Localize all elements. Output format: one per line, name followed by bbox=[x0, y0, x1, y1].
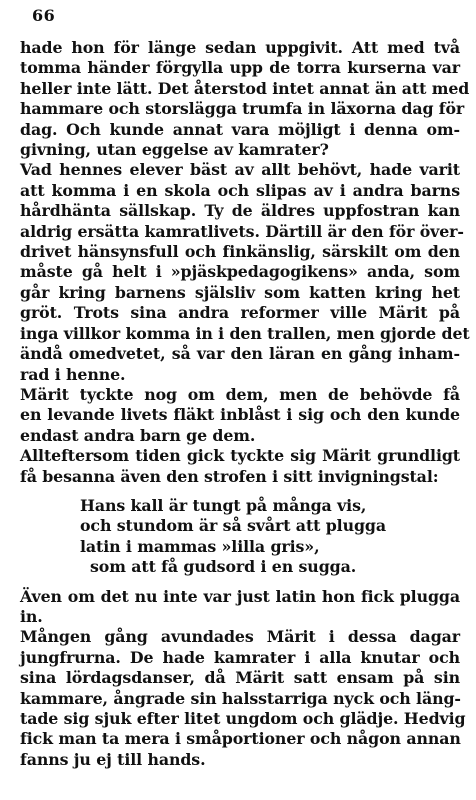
text-line: dag. Och kunde annat vara möjligt i denna om- bbox=[20, 119, 460, 139]
text-line: att komma i en skola och slipas av i andra barns bbox=[20, 180, 460, 200]
text-line: går kring barnens själsliv som katten kring het bbox=[20, 282, 460, 302]
text-line: Märit tyckte nog om dem, men de behövde få bbox=[20, 384, 460, 404]
text-line: jungfrurna. De hade kamrater i alla knutar och bbox=[20, 647, 460, 667]
paragraph-4 bbox=[20, 446, 460, 487]
paragraph-3 bbox=[20, 385, 460, 446]
text-line: ändå omedvetet, så var den läran en gång inham- bbox=[20, 344, 460, 364]
text-line: Mången gång avundades Märit i dessa dagar bbox=[20, 627, 460, 647]
text-line: fick man ta mera i småportioner och någon annan bbox=[20, 729, 461, 749]
poem-line: och stundom är så svårt att plugga bbox=[80, 516, 386, 536]
stanza-spacer bbox=[20, 578, 460, 587]
text-line: endast andra barn ge dem. bbox=[20, 425, 256, 445]
paragraph-1 bbox=[20, 38, 470, 160]
paragraph-6 bbox=[20, 627, 466, 770]
text-line: Även om det nu inte var just latin hon fick plugga bbox=[20, 586, 460, 606]
text-line: in. bbox=[20, 606, 43, 626]
text-line: hade hon för länge sedan uppgivit. Att med två bbox=[20, 38, 460, 57]
text-line: aldrig ersätta kamratlivets. Därtill är den för över- bbox=[20, 221, 464, 241]
text-line: inga villkor komma in i den trallen, men gjorde det bbox=[20, 323, 470, 343]
text-line: drivet hänsynsfull och finkänslig, särskilt om den bbox=[20, 242, 460, 262]
text-line: Allteftersom tiden gick tyckte sig Märit grundligt bbox=[20, 446, 460, 466]
text-line: kammare, ångrade sin halsstarriga nyck och läng- bbox=[20, 688, 461, 708]
stanza-spacer bbox=[20, 487, 460, 496]
text-line: hammare och storslägga trumfa in läxorna dag för bbox=[20, 99, 465, 119]
text-line: heller inte lätt. Det återstod intet annat än att med bbox=[20, 78, 470, 98]
text-line: en levande livets fläkt inblåst i sig och den kunde bbox=[20, 405, 460, 425]
text-line: hårdhänta sällskap. Ty de äldres uppfostran kan bbox=[20, 201, 460, 221]
text-line: måste gå helt i »pjäskpedagogikens» anda, som bbox=[20, 262, 460, 282]
poem-line: som att få gudsord i en sugga. bbox=[90, 557, 357, 577]
text-line: givning, utan eggelse av kamrater? bbox=[20, 140, 329, 160]
poem-line: Hans kall är tungt på många vis, bbox=[80, 495, 367, 515]
paragraph-2 bbox=[20, 160, 470, 384]
text-line: tade sig sjuk efter litet ungdom och glädje. Hedvig bbox=[20, 709, 466, 728]
text-line: få besanna även den strofen i sitt invigningstal: bbox=[20, 466, 439, 486]
text-line: rad i henne. bbox=[20, 364, 126, 384]
page-text bbox=[20, 38, 470, 770]
text-line: Vad hennes elever bäst av allt behövt, hade varit bbox=[20, 160, 460, 180]
text-line: tomma händer förgylla upp de torra kurserna var bbox=[20, 58, 460, 78]
poem-line: latin i mammas »lilla gris», bbox=[80, 536, 320, 556]
text-line: sina lördagsdanser, då Märit satt ensam på sin bbox=[20, 668, 460, 688]
text-line: gröt. Trots sina andra reformer ville Märit på bbox=[20, 303, 460, 323]
paragraph-5 bbox=[20, 587, 460, 628]
poem-stanza bbox=[20, 496, 460, 578]
text-line: fanns ju ej till hands. bbox=[20, 749, 206, 769]
page-number: 66 bbox=[32, 6, 56, 25]
